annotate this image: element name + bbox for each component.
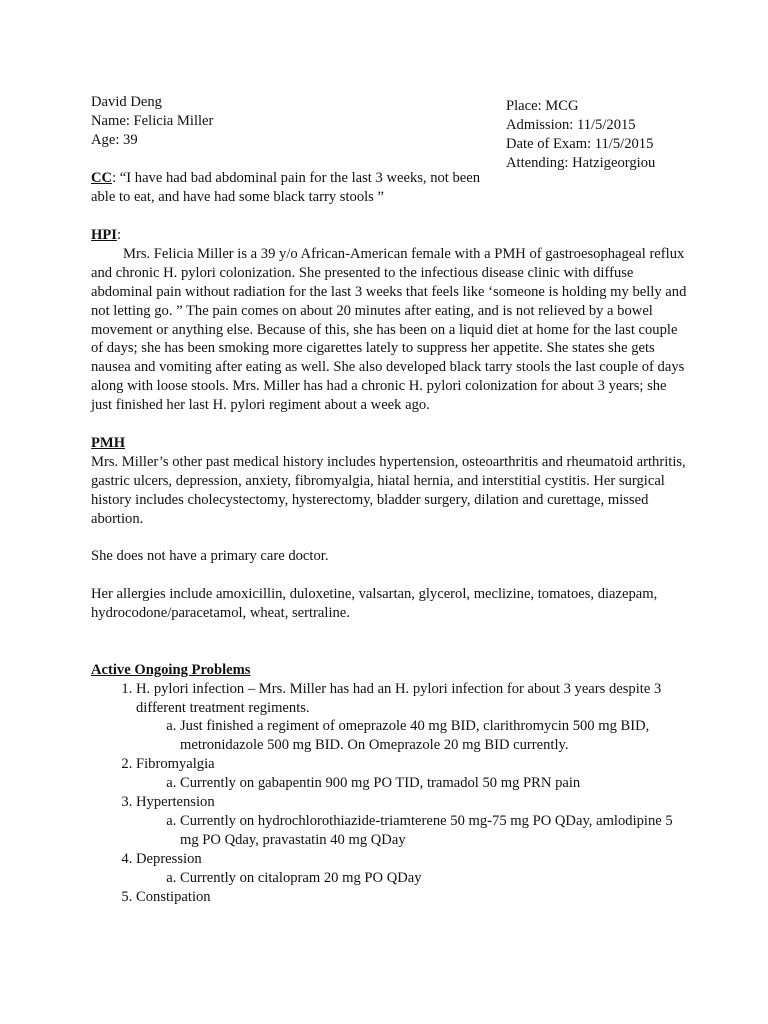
problem-text: Fibromyalgia: [136, 756, 215, 773]
hpi-label: HPI: [91, 227, 117, 243]
problem-text: Hypertension: [136, 794, 215, 811]
sub-item: a. Currently on hydrochlorothiazide-triamterene 50 mg-75 mg PO QDay, amlodipine 5 mg PO Qday, pravastatin 40 mg QDay: [180, 812, 691, 850]
hpi-heading: [91, 226, 691, 245]
problem-text: Depression: [136, 850, 202, 867]
problem-text: Constipation: [136, 888, 211, 905]
problems-label: Active Ongoing Problems: [91, 661, 251, 678]
cc-paragraph: [91, 169, 491, 207]
sub-item: a. Currently on citalopram 20 mg PO QDay: [180, 869, 691, 888]
chief-complaint: [91, 169, 491, 207]
cc-text: : “I have had bad abdominal pain for the last 3 weeks, not been able to eat, and have had some black tarry stools ”: [91, 170, 481, 205]
pmh-label: PMH: [91, 434, 126, 451]
header-right: [506, 97, 655, 173]
list-item: [136, 793, 691, 850]
list-item: [136, 755, 691, 793]
sub-list: [136, 812, 691, 850]
admission-date: Admission: 11/5/2015: [506, 116, 636, 133]
cc-label: CC: [91, 170, 113, 186]
list-item: [136, 888, 691, 907]
sub-list: [136, 869, 691, 888]
place: Place: MCG: [506, 98, 579, 114]
list-item: [136, 850, 691, 888]
author-name: David Deng: [91, 94, 162, 110]
sub-list: [136, 774, 691, 793]
patient-name: Name: Felicia Miller: [91, 112, 214, 129]
pmh-heading: [91, 434, 691, 453]
problems-heading: [91, 661, 691, 680]
hpi-colon: :: [116, 227, 122, 243]
problem-text: H. pylori infection – Mrs. Miller has had an H. pylori infection for about 3 years despite 3 different treatment regiments.: [136, 680, 662, 716]
attending: Attending: Hatzigeorgiou: [506, 154, 656, 171]
problems-list: [91, 680, 691, 907]
exam-date: Date of Exam: 11/5/2015: [506, 135, 654, 152]
pmh-pcp: She does not have a primary care doctor.: [91, 548, 329, 565]
pmh-allergies: Her allergies include amoxicillin, duloxetine, valsartan, glycerol, meclizine, tomatoes, diazepam, hydrocodone/paracetamol, wheat, sertraline.: [91, 586, 658, 622]
pmh-history: Mrs. Miller’s other past medical history includes hypertension, osteoarthritis and rheumatoid arthritis, gastric ulcers, depression, anxiety, fibromyalgia, hiatal hernia, and interstitial cystitis. Her surgical history includes cholecystectomy, hysterectomy, bladder surgery, dilation and curettage, missed abortion.: [91, 453, 686, 527]
patient-age: Age: 39: [91, 131, 138, 148]
sub-item: a. Just finished a regiment of omeprazole 40 mg BID, clarithromycin 500 mg BID, metronidazole 500 mg BID. On Omeprazole 20 mg BID currently.: [180, 717, 691, 755]
sub-item: a. Currently on gabapentin 900 mg PO TID, tramadol 50 mg PRN pain: [180, 774, 691, 793]
list-item: [136, 680, 691, 756]
sub-list: [136, 717, 691, 755]
hpi-text: Mrs. Felicia Miller is a 39 y/o African-American female with a PMH of gastroesophageal reflux and chronic H. pylori colonization. She presented to the infectious disease clinic with diffuse abdominal pain without radiation for the last 3 weeks that feels like ‘someone is holding my belly and not letting go. ” The pain comes on about 20 minutes after eating, and is not relieved by a bowel movement or anything else. Because of this, she has been on a liquid diet at home for the last couple of days; she has been smoking more cigarettes lately to suppress her appetite. She states she gets nausea and vomiting after eating as well. She also developed black tarry stools the last couple of days along with loose stools. Mrs. Miller has had a chronic H. pylori colonization for about 3 years; she just finished her last H. pylori regiment about a week ago.: [91, 245, 687, 414]
header-left: [91, 93, 213, 150]
main-content: [91, 226, 691, 907]
